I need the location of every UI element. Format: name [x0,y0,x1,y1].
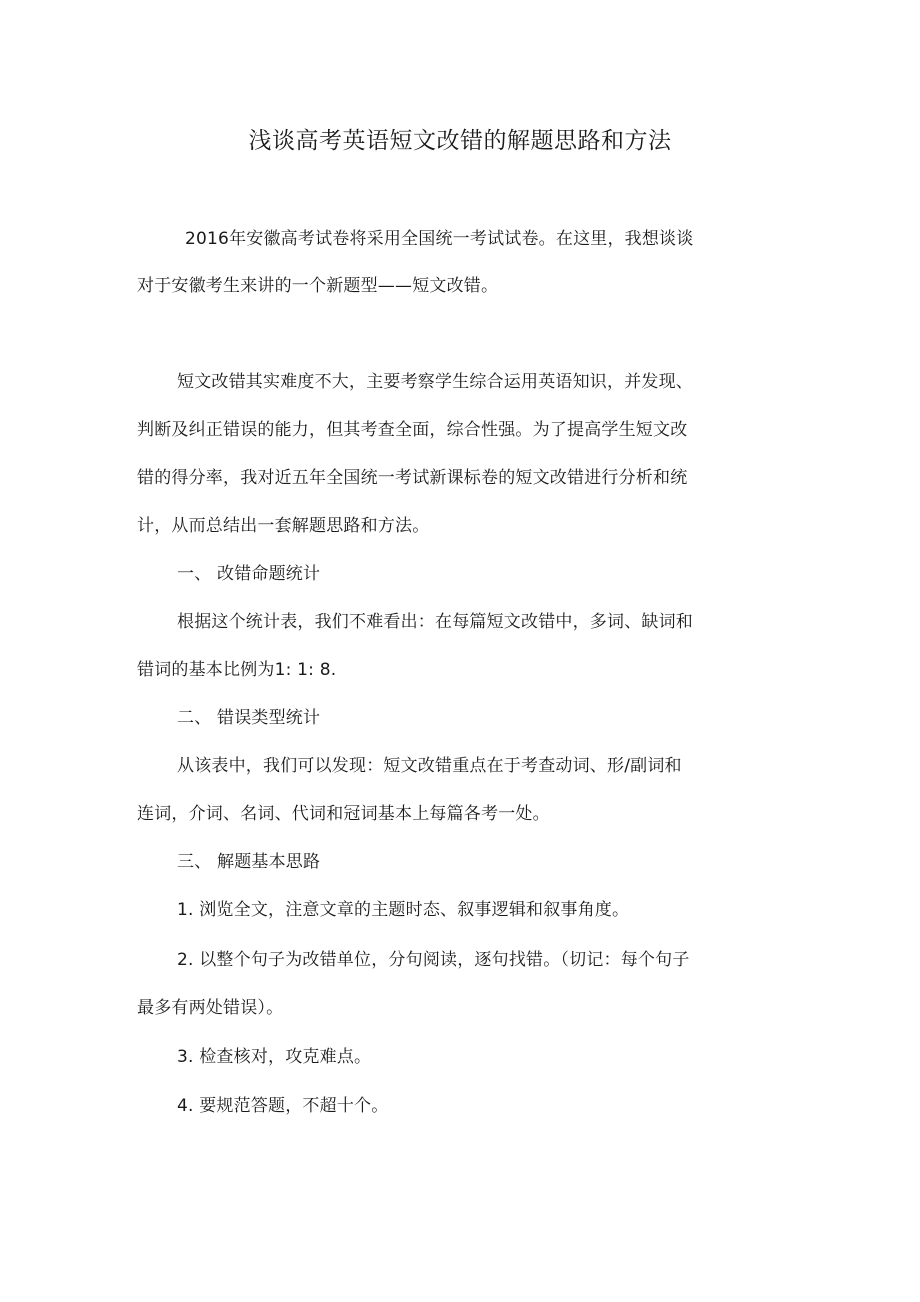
section-heading-2: 二、 错误类型统计 [177,708,321,728]
paragraph-2-line-4: 计，从而总结出一套解题思路和方法。 [137,516,430,536]
step-3: 3. 检查核对，攻克难点。 [177,1047,372,1067]
paragraph-2-line-3: 错的得分率，我对近五年全国统一考试新课标卷的短文改错进行分析和统 [137,468,688,488]
step-2-line-2: 最多有两处错误）。 [137,998,284,1018]
section-heading-3: 三、 解题基本思路 [177,852,321,872]
paragraph-3-line-1: 根据这个统计表，我们不难看出：在每篇短文改错中，多词、缺词和 [177,612,693,632]
paragraph-2-line-1: 短文改错其实难度不大，主要考察学生综合运用英语知识，并发现、 [177,372,693,392]
step-1: 1. 浏览全文，注意文章的主题时态、叙事逻辑和叙事角度。 [177,900,630,920]
paragraph-2-line-2: 判断及纠正错误的能力，但其考查全面，综合性强。为了提高学生短文改 [137,420,688,440]
paragraph-1-line-2: 对于安徽考生来讲的一个新题型——短文改错。 [137,276,499,296]
paragraph-4-line-2: 连词，介词、名词、代词和冠词基本上每篇各考一处。 [137,804,550,824]
step-4: 4. 要规范答题，不超十个。 [177,1096,389,1116]
document-title: 浅谈高考英语短文改错的解题思路和方法 [248,128,672,154]
paragraph-3-line-2: 错词的基本比例为1: 1: 8. [137,660,337,680]
section-heading-1: 一、 改错命题统计 [177,564,321,584]
paragraph-4-line-1: 从该表中，我们可以发现：短文改错重点在于考查动词、形/副词和 [177,756,682,776]
paragraph-1-line-1: 2016年安徽高考试卷将采用全国统一考试试卷。在这里，我想谈谈 [185,229,694,249]
step-2-line-1: 2. 以整个句子为改错单位，分句阅读，逐句找错。（切记：每个句子 [177,950,690,970]
